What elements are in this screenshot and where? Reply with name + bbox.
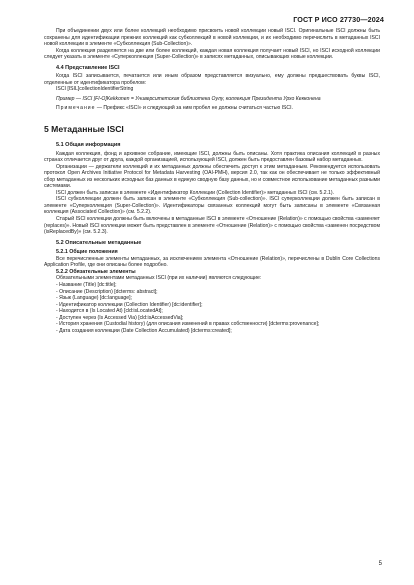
section-4-4-example: Пример — ISCI [FI-O]Kekkonen = Университетская библиотека Оулу, коллекция Президента Урхо Кекконена [56, 95, 321, 102]
page-content [44, 28, 380, 334]
note-text: — Префикс «ISCI» и следующий за ним пробел не должны считаться частью ISCI. [95, 105, 293, 112]
section-5-2-2-paragraph: Обязательными элементами метаданных ISCI (при их наличии) являются следующие: [56, 275, 262, 282]
section-4-4-heading: 4.4 Представление ISCI [56, 64, 120, 71]
section-5-1-paragraph-5: Старый ISCI коллекции должны быть включены в метаданные ISCI в элементе «Отношение (Relation)» с помощью свойства «заменяет (replaces)». Новый ISCI коллекции может быть представлен в элементе «Отношение (Relation)» с помощью свойства «заменен посредством (isReplacedBy)» (см. 5.2.3). [44, 216, 380, 236]
list-item: - Название (Title) [dc:title]; [56, 281, 117, 288]
section-5-1-paragraph-3: ISCI должен быть записан в элементе «Идентификатор Коллекции (Collection Identifier)» метаданных ISCI (см. 5.2.1). [56, 189, 334, 196]
section-5-heading: 5 Метаданные ISCI [44, 124, 124, 135]
intro-paragraph-1: При объединении двух или более коллекций необходимо присвоить новой коллекции новый ISCI. Оригинальные ISCI должны быть сохранены для идентификации прежних коллекций как субколлекций в новой коллекции, и их необходимо перечислить в метаданных ISCI новой коллекции в элементе «Субколлекция (Sub-Collection)». [44, 28, 380, 48]
note-label: Примечание [56, 105, 96, 112]
list-item: - Описание (Description) [dcterms: abstract]; [56, 288, 158, 295]
list-item: - Доступен через (Is Accessed Via) [cld:isAccessedVia]; [56, 314, 184, 321]
list-item: - Идентификатор коллекции (Collection Identifier) [dc:identifier]; [56, 301, 203, 308]
section-5-1-paragraph-1: Каждая коллекция, фонд и архивное собрание, имеющие ISCI, должны быть описаны. Хотя практика описания коллекций в разных странах отличается друг от друга, каждой организацией, использующей ISCI, должен быть предоставлен базовый набор метаданных. [44, 150, 380, 164]
section-5-2-2-heading: 5.2.2 Обязательные элементы [56, 268, 136, 275]
page-number: 5 [378, 561, 382, 567]
section-4-4-format: ISCI [ISIL]collectionIdentifierString [56, 86, 134, 93]
list-item: - Язык (Language) [dc:language]; [56, 295, 132, 302]
section-5-2-1-heading: 5.2.1 Общие положения [56, 249, 118, 256]
section-5-2-heading: 5.2 Описательные метаданные [56, 239, 142, 246]
section-5-2-1-paragraph: Все перечисленные элементы метаданных, за исключением элемента «Отношение (Relation)», перечислены в Dublin Core Collections Application Profile, где они описаны более подробно. [44, 255, 380, 269]
list-item: - История хранения (Custodial history) (для описания изменений в правах собственности) [dcterms:provenance]; [56, 321, 320, 328]
section-4-4-paragraph-1: Когда ISCI записывается, печатается или иным образом представляется визуально, ему должны предшествовать буквы ISCI, отделенные от идентификатора пробелом: [44, 73, 380, 86]
section-5-1-paragraph-4: ISCI субколлекции должен быть записан в элементе «Субколлекция (Sub-collection)». ISCI суперколлекции должен быть записан в элементе «Суперколлекция (Super-Collection)». Идентификаторы связанных коллекций могут быть записаны в элементе «Связанная коллекция (Associated Collection)» (см. 5.2.2). [44, 196, 380, 216]
list-item: - Дата создания коллекции (Date Collection Accumulated) [dcterms:created]; [56, 327, 232, 334]
section-5-1-heading: 5.1 Общая информация [56, 142, 121, 149]
list-item: - Находится в (Is Located At) [cld:isLocatedAt]; [56, 308, 163, 315]
section-4-4-note [44, 105, 380, 112]
intro-paragraph-2: Когда коллекция разделяется на две или более коллекций, каждая новая коллекция получает новый ISCI, но ISCI исходной коллекции следует указать в элементе «Суперколлекция (Super-Collection)» в записях метаданных, описывающих новые коллекции. [44, 47, 380, 61]
standard-header: ГОСТ Р ИСО 27730—2024 [293, 15, 384, 24]
section-5-1-paragraph-2: Организации — держатели коллекций и их метаданных должны обеспечить доступ к этим метаданным. Рекомендуется использовать протокол Open Archives Initiative Protocol for Metadata Harvesting (OAI-PMH), версия 2.0, так как он обеспечивает не только эффективный сбор метаданных из нескольких исходных баз данных в единую сводную базу данных, но и совместное использование метаданных разными системами. [44, 163, 380, 190]
